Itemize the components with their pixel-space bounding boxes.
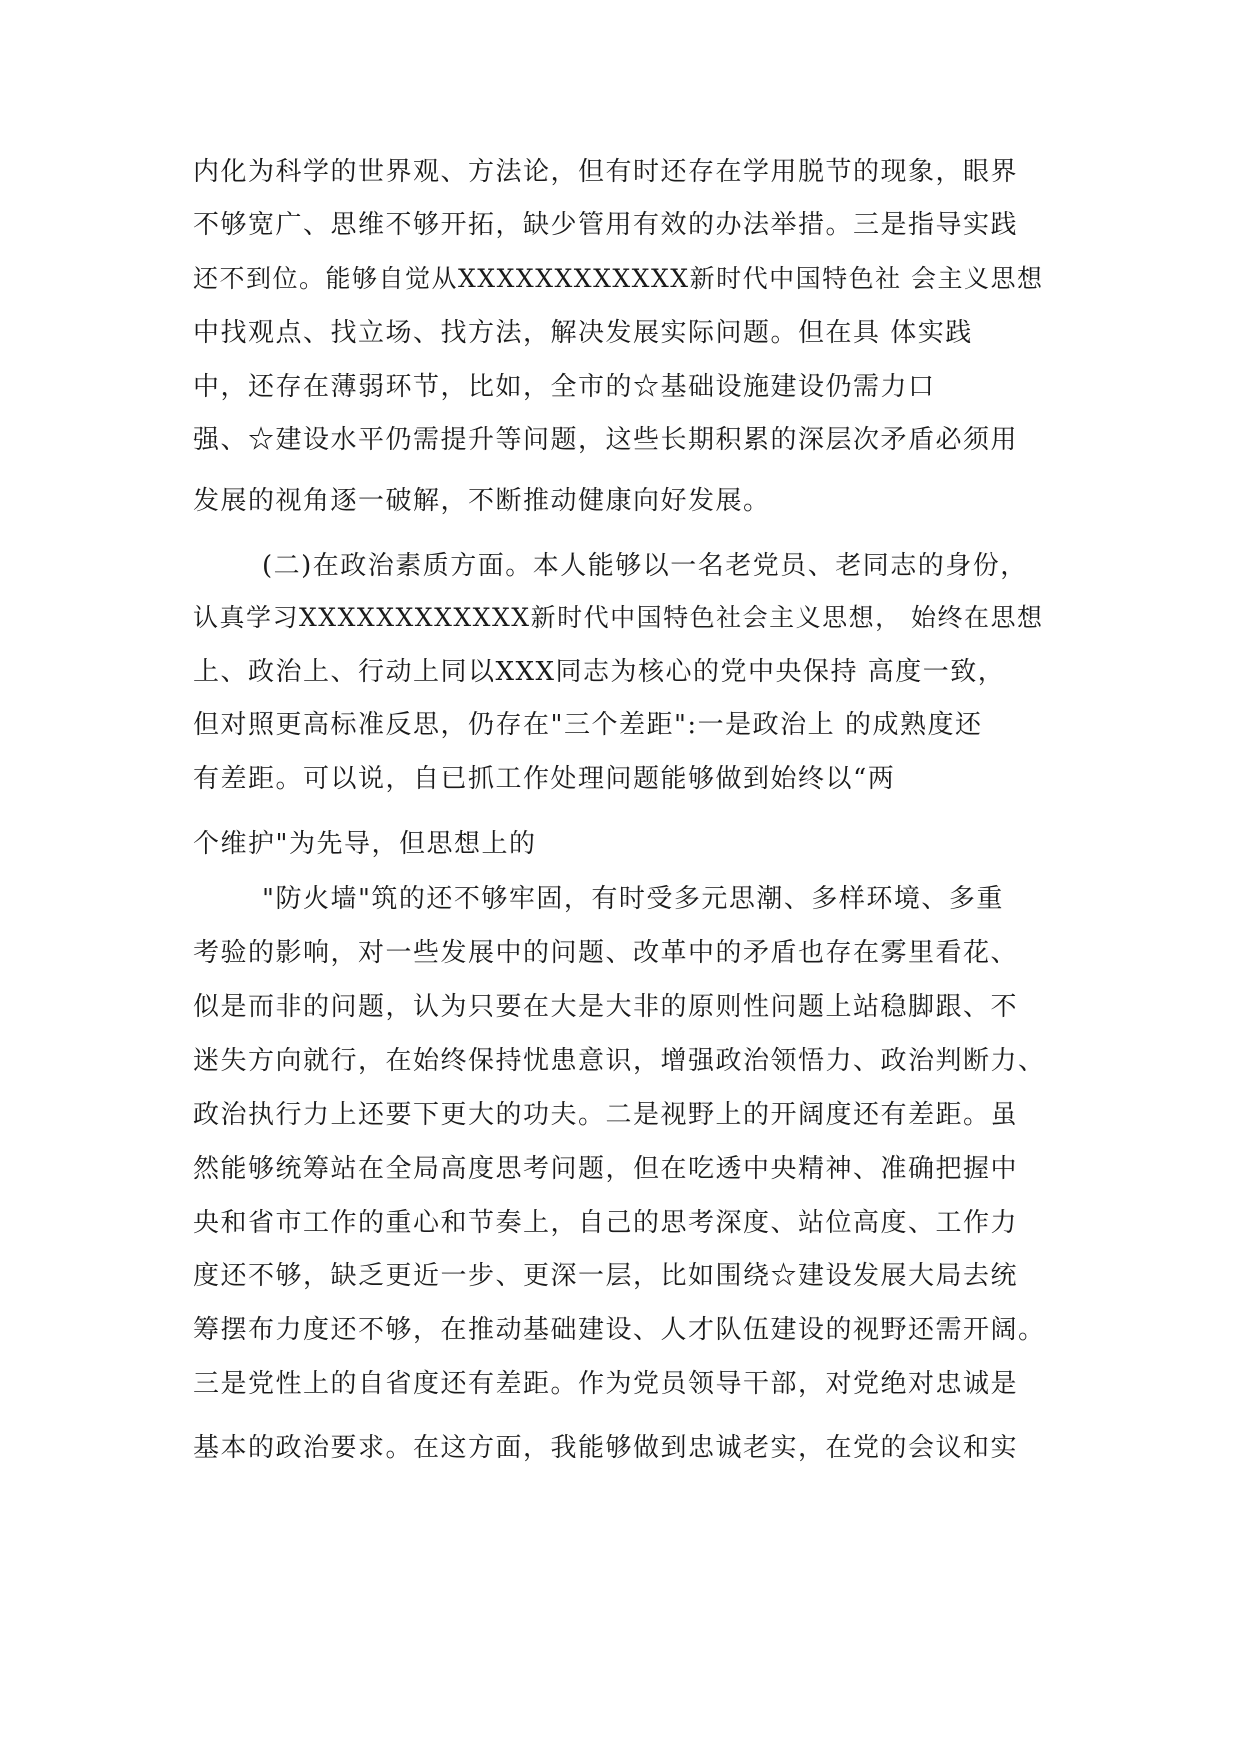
text-line: "防火墙"筑的还不够牢固，有时受多元思潮、多样环境、多重	[262, 884, 1004, 914]
text-line: 中，还存在薄弱环节，比如，全市的☆基础设施建设仍需力口	[193, 372, 936, 402]
text-line: 认真学习XXXXXXXXXXXX新时代中国特色社会主义思想， 始终在思想	[193, 603, 1044, 632]
paragraph-heading-line: (二)在政治素质方面。本人能够以一名老党员、老同志的身份，	[262, 551, 1028, 581]
text-line: 个维护"为先导，但思想上的	[193, 829, 537, 859]
text-line: 政治执行力上还要下更大的功夫。二是视野上的开阔度还有差距。虽	[193, 1100, 1019, 1130]
text-line: 考验的影响，对一些发展中的问题、改革中的矛盾也存在雾里看花、	[193, 938, 1019, 968]
text-line: 还不到位。能够自觉从XXXXXXXXXXXX新时代中国特色社 会主义思想	[193, 264, 1044, 293]
text-line: 中找观点、找立场、找方法，解决发展实际问题。但在具 体实践	[193, 318, 973, 348]
text-line: 上、政治上、行动上同以XXX同志为核心的党中央保持 高度一致，	[193, 657, 1006, 687]
text-line: 强、☆建设水平仍需提升等问题，这些长期积累的深层次矛盾必须用	[193, 425, 1019, 455]
text-line: 不够宽广、思维不够开拓，缺少管用有效的办法举措。三是指导实践	[193, 210, 1019, 240]
text-line: 发展的视角逐一破解，不断推动健康向好发展。	[193, 486, 771, 516]
text-line: 但对照更高标准反思，仍存在"三个差距":一是政治上 的成熟度还	[193, 710, 983, 740]
text-line: 有差距。可以说，自已抓工作处理问题能够做到始终以“两	[193, 764, 896, 794]
text-line: 似是而非的问题，认为只要在大是大非的原则性问题上站稳脚跟、不	[193, 992, 1019, 1022]
text-line: 然能够统筹站在全局高度思考问题，但在吃透中央精神、准确把握中	[193, 1154, 1019, 1184]
text-line: 三是党性上的自省度还有差距。作为党员领导干部，对党绝对忠诚是	[193, 1369, 1019, 1399]
text-line: 度还不够，缺乏更近一步、更深一层，比如围绕☆建设发展大局去统	[193, 1261, 1019, 1291]
text-line: 基本的政治要求。在这方面，我能够做到忠诚老实，在党的会议和实	[193, 1433, 1019, 1463]
text-line: 内化为科学的世界观、方法论，但有时还存在学用脱节的现象，眼界	[193, 157, 1019, 187]
text-line: 迷失方向就行，在始终保持忧患意识，增强政治领悟力、政治判断力、	[193, 1046, 1046, 1076]
text-line: 央和省市工作的重心和节奏上，自己的思考深度、站位高度、工作力	[193, 1208, 1019, 1238]
text-line: 筹摆布力度还不够，在推动基础建设、人才队伍建设的视野还需开阔。	[193, 1315, 1046, 1345]
